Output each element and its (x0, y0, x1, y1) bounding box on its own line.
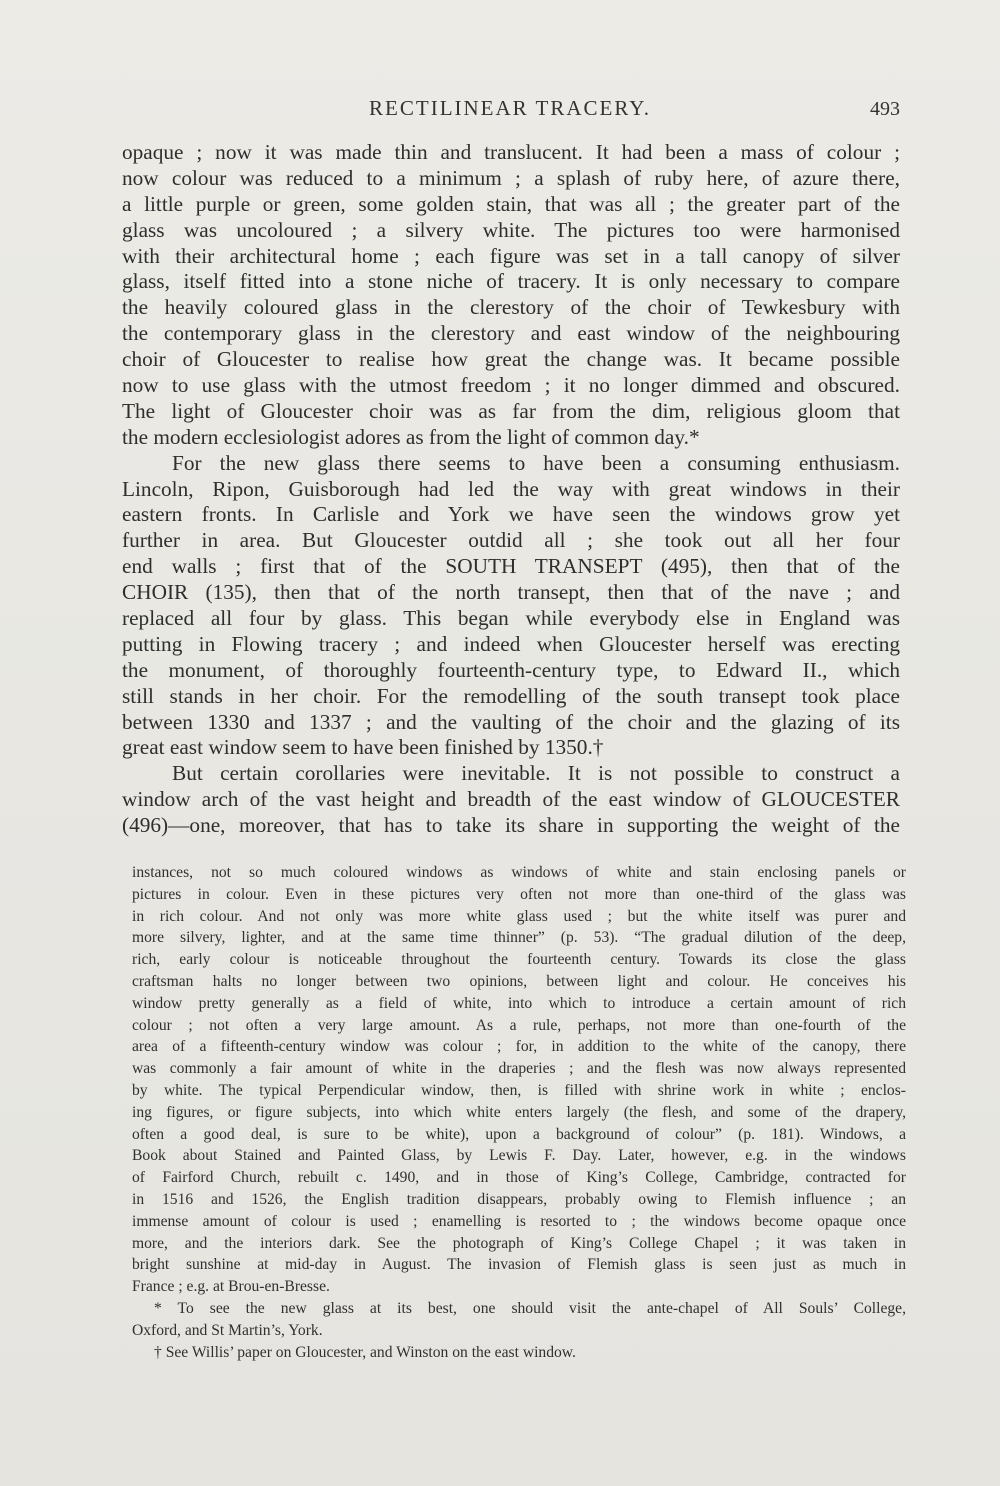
footnote-line: colour ; not often a very large amount. As a rule, perhaps, not more than one-fourth of the (132, 1016, 906, 1034)
footnote-line: was commonly a fair amount of white in the draperies ; and the flesh was now always represented (132, 1060, 906, 1078)
footnote-line: area of a fifteenth-century window was colour ; for, in addition to the white of the canopy, there (132, 1038, 906, 1056)
footnote-line: Book about Stained and Painted Glass, by Lewis F. Day. Later, however, e.g. in the windows (132, 1147, 906, 1165)
footnote-line: pictures in colour. Even in these pictures very often not more than one-third of the glass was (132, 885, 906, 903)
body-line: the contemporary glass in the clerestory and east window of the neighbouring (122, 321, 900, 346)
body-line: a little purple or green, some golden stain, that was all ; the greater part of the (122, 191, 900, 216)
footnote-line: often a good deal, is sure to be white), upon a background of colour” (p. 181). Windows, a (132, 1125, 906, 1143)
footnote-line: ing figures, or figure subjects, into which white enters largely (the flesh, and some of the drapery, (132, 1103, 906, 1121)
footnote-line: * To see the new glass at its best, one should visit the ante-chapel of All Souls’ College, (154, 1299, 906, 1317)
footnote-line: rich, early colour is noticeable throughout the fourteenth century. Towards its close the glass (132, 951, 906, 969)
body-text (122, 140, 900, 839)
footnote-line: craftsman halts no longer between two opinions, between light and colour. He conceives his (132, 972, 906, 990)
running-title: RECTILINEAR TRACERY. (369, 96, 651, 120)
body-line: CHOIR (135), then that of the north transept, then that of the nave ; and (122, 580, 900, 605)
footnote-line: France ; e.g. at Brou-en-Bresse. (132, 1278, 330, 1296)
body-line: the heavily coloured glass in the clerestory of the choir of Tewkesbury with (122, 295, 900, 320)
body-line: still stands in her choir. For the remodelling of the south transept took place (122, 683, 900, 708)
body-line: further in area. But Gloucester outdid all ; she took out all her four (122, 528, 900, 553)
body-line: the monument, of thoroughly fourteenth-century type, to Edward II., which (122, 657, 900, 682)
body-line: eastern fronts. In Carlisle and York we have seen the windows grow yet (122, 502, 900, 527)
body-line: now to use glass with the utmost freedom ; it no longer dimmed and obscured. (122, 373, 900, 398)
body-line: glass was uncoloured ; a silvery white. The pictures too were harmonised (122, 217, 900, 242)
body-line: For the new glass there seems to have been a consuming enthusiasm. (172, 450, 900, 475)
body-line: between 1330 and 1337 ; and the vaulting of the choir and the glazing of its (122, 709, 900, 734)
footnote-line: immense amount of colour is used ; enamelling is resorted to ; the windows become opaque once (132, 1212, 906, 1230)
running-head (120, 96, 900, 126)
body-line: choir of Gloucester to realise how great the change was. It became possible (122, 347, 900, 372)
body-line: But certain corollaries were inevitable. It is not possible to construct a (172, 761, 900, 786)
body-line: putting in Flowing tracery ; and indeed when Gloucester herself was erecting (122, 631, 900, 656)
footnote-line: window pretty generally as a field of white, into which to introduce a certain amount of rich (132, 994, 906, 1012)
body-line: replaced all four by glass. This began while everybody else in England was (122, 606, 900, 631)
footnotes (132, 862, 906, 1363)
footnote-line: by white. The typical Perpendicular window, then, is filled with shrine work in white ; enclos- (132, 1081, 906, 1099)
body-line: now colour was reduced to a minimum ; a splash of ruby here, of azure there, (122, 165, 900, 190)
footnote-line: of Fairford Church, rebuilt c. 1490, and in those of King’s College, Cambridge, contracted for (132, 1169, 906, 1187)
footnote-line: instances, not so much coloured windows as windows of white and stain enclosing panels or (132, 864, 906, 881)
footnote-line: more, and the interiors dark. See the photograph of King’s College Chapel ; it was taken in (132, 1234, 906, 1252)
body-line: The light of Gloucester choir was as far from the dim, religious gloom that (122, 398, 900, 423)
page-number: 493 (870, 98, 900, 120)
footnote-line: in 1516 and 1526, the English tradition disappears, probably owing to Flemish influence ; an (132, 1190, 906, 1208)
footnote-line: more silvery, lighter, and at the same time thinner” (p. 53). “The gradual dilution of the deep, (132, 929, 906, 947)
body-line: great east window seem to have been finished by 1350.† (122, 735, 604, 760)
body-line: opaque ; now it was made thin and translucent. It had been a mass of colour ; (122, 140, 900, 164)
body-line: Lincoln, Ripon, Guisborough had led the way with great windows in their (122, 476, 900, 501)
footnote-line: bright sunshine at mid-day in August. The invasion of Flemish glass is seen just as much in (132, 1256, 906, 1274)
body-line: the modern ecclesiologist adores as from the light of common day.* (122, 424, 700, 449)
footnote-line: † See Willis’ paper on Gloucester, and Winston on the east window. (154, 1343, 576, 1361)
body-line: with their architectural home ; each figure was set in a tall canopy of silver (122, 243, 900, 268)
body-line: glass, itself fitted into a stone niche of tracery. It is only necessary to compare (122, 269, 900, 294)
body-line: (496)—one, moreover, that has to take its share in supporting the weight of the (122, 813, 900, 838)
footnote-line: in rich colour. And not only was more white glass used ; but the white itself was purer and (132, 907, 906, 925)
body-line: window arch of the vast height and breadth of the east window of GLOUCESTER (122, 787, 900, 812)
body-line: end walls ; first that of the SOUTH TRANSEPT (495), then that of the (122, 554, 900, 579)
footnote-line: Oxford, and St Martin’s, York. (132, 1321, 323, 1339)
